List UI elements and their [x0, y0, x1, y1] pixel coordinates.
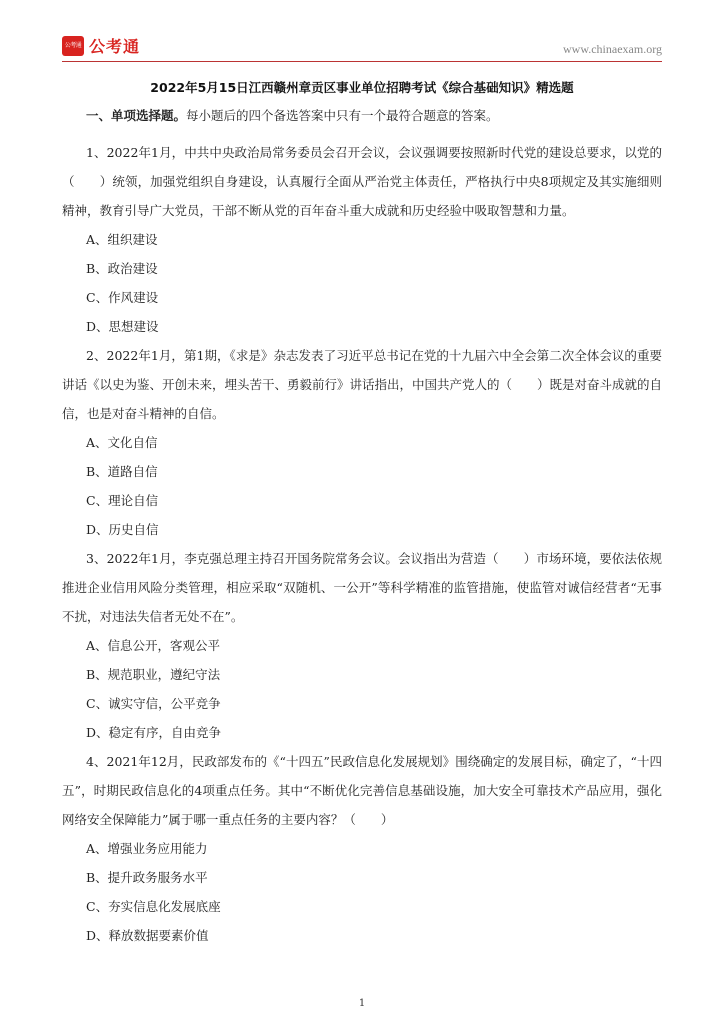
section-head-label: 一、单项选择题。: [86, 108, 187, 123]
option-d: D、稳定有序，自由竞争: [86, 725, 222, 740]
document-body: [62, 108, 662, 950]
option-d: D、释放数据要素价值: [86, 928, 209, 943]
page-header: [62, 34, 662, 64]
option-b: B、规范职业，遵纪守法: [86, 667, 221, 682]
logo[interactable]: [62, 34, 140, 57]
option-b: B、道路自信: [86, 464, 158, 479]
question-stem: 1、2022年1月，中共中央政治局常务委员会召开会议，会议强调要按照新时代党的建设总要求，以党的（ ）统领，加强党组织自身建设，认真履行全面从严治党主体责任，严格执行中央8项规定及其实施细则精神，教育引导广大党员，干部不断从党的百年奋斗重大成就和历史经验中吸取智慧和力量。: [62, 145, 662, 218]
option-a: A、组织建设: [86, 232, 158, 247]
option-a: A、文化自信: [86, 435, 158, 450]
option-d: D、思想建设: [86, 319, 159, 334]
option-a: A、增强业务应用能力: [86, 841, 208, 856]
section-heading: [62, 108, 662, 124]
question-stem: 2、2022年1月，第1期，《求是》杂志发表了习近平总书记在党的十九届六中全会第二次全体会议的重要讲话《以史为鉴、开创未来，埋头苦干、勇毅前行》讲话指出，中国共产党人的（ ）既是对奋斗成就的自信，也是对奋斗精神的自信。: [62, 348, 663, 421]
page-number: 1: [358, 998, 366, 1009]
option-c: C、夯实信息化发展底座: [86, 899, 221, 914]
question-4: [62, 747, 662, 950]
document-title: 2022年5月15日江西赣州章贡区事业单位招聘考试《综合基础知识》精选题: [150, 80, 574, 95]
section-description: 每小题后的四个备选答案中只有一个最符合题意的答案。: [186, 108, 499, 123]
option-c: C、诚实守信，公平竞争: [86, 696, 221, 711]
option-a: A、信息公开，客观公平: [86, 638, 221, 653]
header-divider: [62, 61, 662, 62]
option-b: B、政治建设: [86, 261, 158, 276]
question-stem: 4、2021年12月，民政部发布的《“十四五”民政信息化发展规划》围绕确定的发展目标，确定了，“十四五”，时期民政信息化的4项重点任务。其中“不断优化完善信息基础设施，加大安全可靠技术产品应用，强化网络安全保障能力”属于哪一重点任务的主要内容？（ ）: [62, 754, 662, 827]
site-url[interactable]: www.chinaexam.org: [563, 42, 662, 56]
option-b: B、提升政务服务水平: [86, 870, 208, 885]
option-c: C、作风建设: [86, 290, 159, 305]
option-d: D、历史自信: [86, 522, 159, 537]
option-c: C、理论自信: [86, 493, 159, 508]
logo-text: 公考通: [89, 37, 141, 56]
question-2: [62, 341, 662, 544]
logo-badge-icon: 公考通: [62, 36, 84, 56]
question-stem: 3、2022年1月，李克强总理主持召开国务院常务会议。会议指出为营造（ ）市场环境，要依法依规推进企业信用风险分类管理，相应采取“双随机、一公开”等科学精准的监管措施，使监管对诚信经营者“无事不扰，对违法失信者无处不在”。: [62, 551, 662, 624]
question-1: [62, 138, 662, 341]
question-3: [62, 544, 662, 747]
